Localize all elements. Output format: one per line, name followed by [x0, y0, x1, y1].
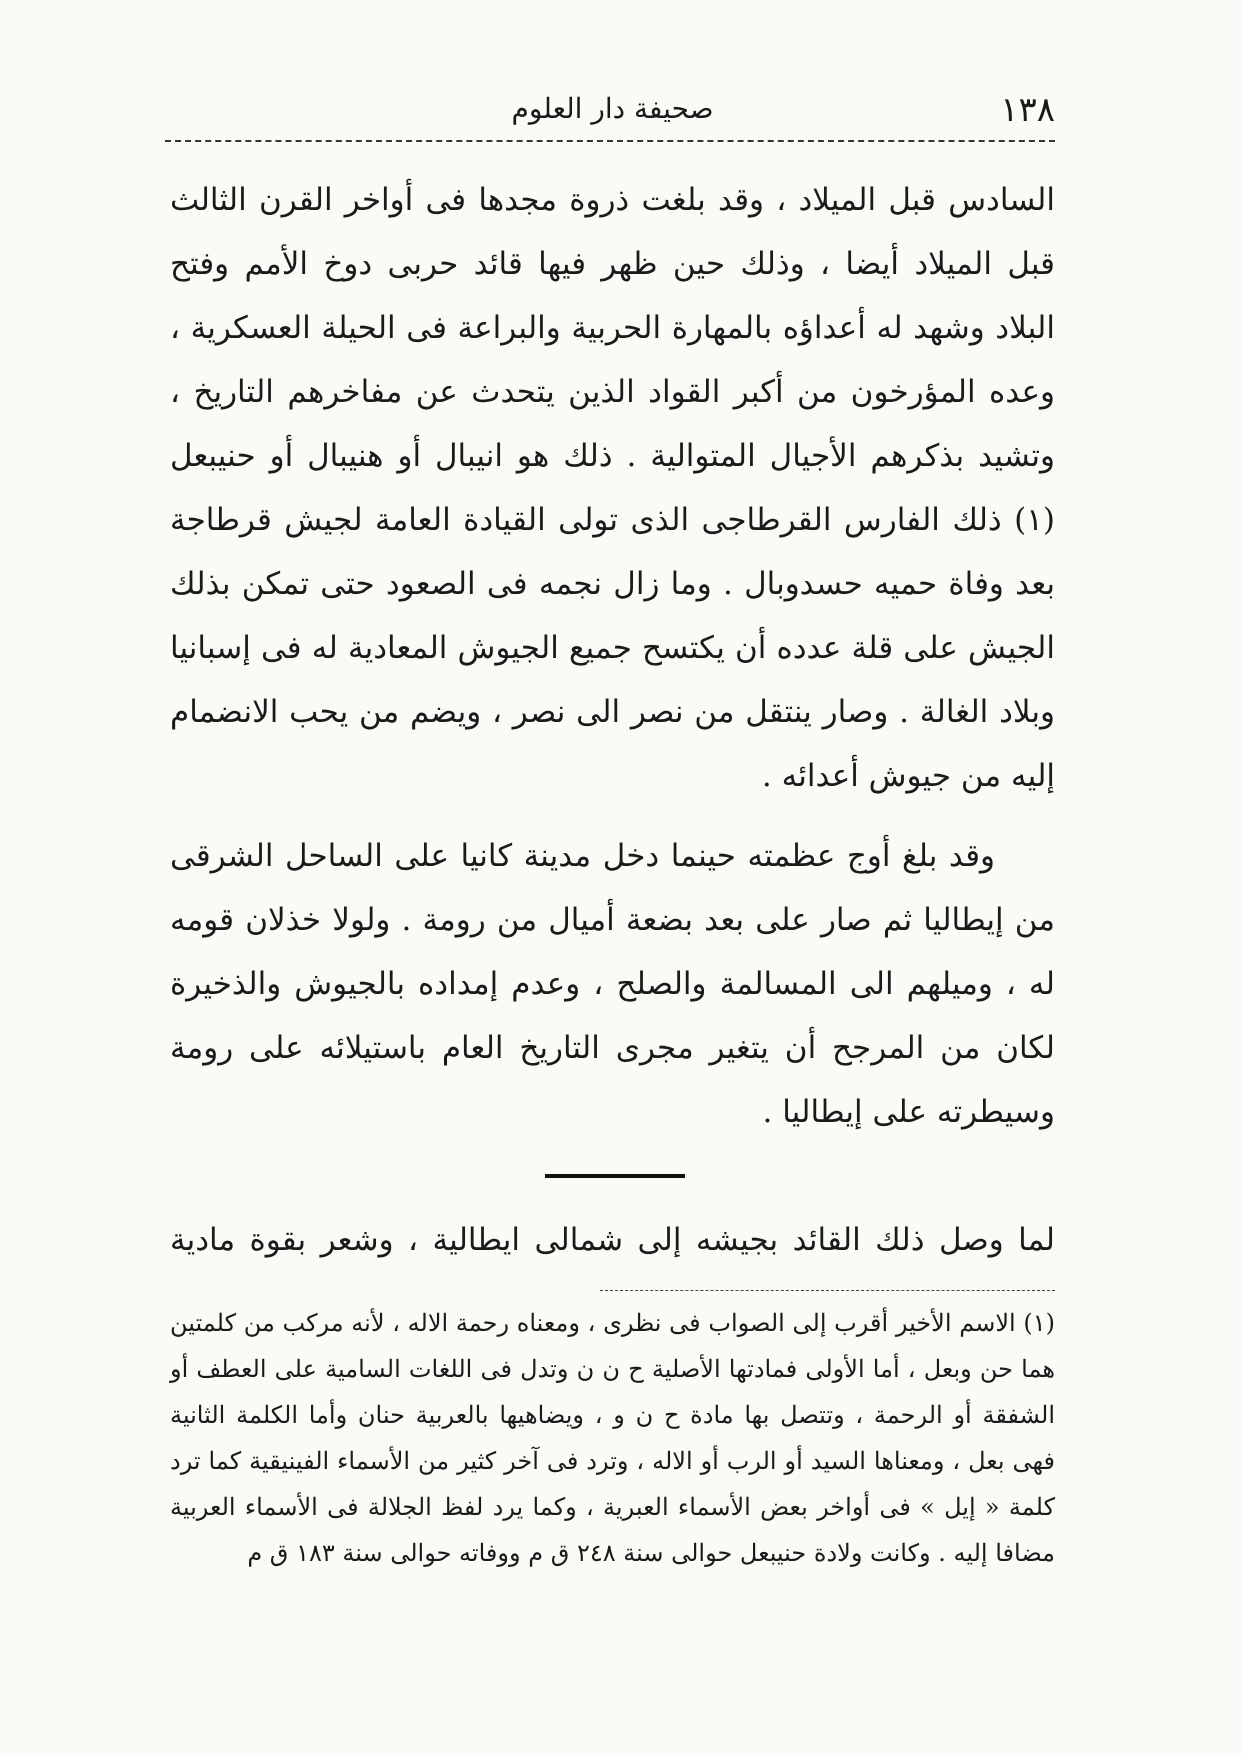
- page-number: ١٣٨: [1000, 90, 1055, 130]
- footnote: [170, 1300, 1055, 1576]
- continuation-paragraph: لما وصل ذلك القائد بجيشه إلى شمالى ايطالية ، وشعر بقوة مادية: [170, 1222, 1055, 1258]
- header-divider: [165, 140, 1055, 142]
- running-title: صحيفة دار العلوم: [511, 92, 714, 125]
- main-text: [170, 168, 1055, 1144]
- paragraph: وقد بلغ أوج عظمته حينما دخل مدينة كانيا على الساحل الشرقى من إيطاليا ثم صار على بعد بضعة أميال من رومة . ولولا خذلان قومه له ، وميلهم الى المسالمة والصلح ، وعدم إمداده بالجيوش والذخيرة لكان من المرجح أن يتغير مجرى التاريخ العام باستيلائه على رومة وسيطرته على إيطاليا .: [170, 838, 1055, 1130]
- footnote-divider: [600, 1290, 1055, 1291]
- paragraph: السادس قبل الميلاد ، وقد بلغت ذروة مجدها فى أواخر القرن الثالث قبل الميلاد أيضا ، وذلك حين ظهر فيها قائد حربى دوخ الأمم وفتح البلاد وشهد له أعداؤه بالمهارة الحربية والبراعة فى الحيلة العسكرية ، وعده المؤرخون من أكبر القواد الذين يتحدث عن مفاخرهم التاريخ ، وتشيد بذكرهم الأجيال المتوالية . ذلك هو انيبال أو هنيبال أو حنيبعل (١) ذلك الفارس القرطاجى الذى تولى القيادة العامة لجيش قرطاجة بعد وفاة حميه حسدوبال . وما زال نجمه فى الصعود حتى تمكن بذلك الجيش على قلة عدده أن يكتسح جميع الجيوش المعادية له فى إسبانيا وبلاد الغالة . وصار ينتقل من نصر الى نصر ، ويضم من يحب الانضمام إليه من جيوش أعدائه .: [170, 182, 1055, 794]
- footnote-text: (١) الاسم الأخير أقرب إلى الصواب فى نظرى ، ومعناه رحمة الاله ، لأنه مركب من كلمتين هما حن وبعل ، أما الأولى فمادتها الأصلية ح ن ن وتدل فى اللغات السامية على العطف أو الشفقة أو الرحمة ، وتتصل بها مادة ح ن و ، ويضاهيها بالعربية حنان وأما الكلمة الثانية فهى بعل ، ومعناها السيد أو الرب أو الاله ، وترد فى آخر كثير من الأسماء الفينيقية كما ترد كلمة « إيل » فى أواخر بعض الأسماء العبرية ، وكما يرد لفظ الجلالة فى الأسماء العربية مضافا إليه . وكانت ولادة حنيبعل حوالى سنة ٢٤٨ ق م ووفاته حوالى سنة ١٨٣ ق م: [170, 1309, 1055, 1567]
- section-divider: [545, 1174, 685, 1178]
- page-header: [170, 82, 1055, 132]
